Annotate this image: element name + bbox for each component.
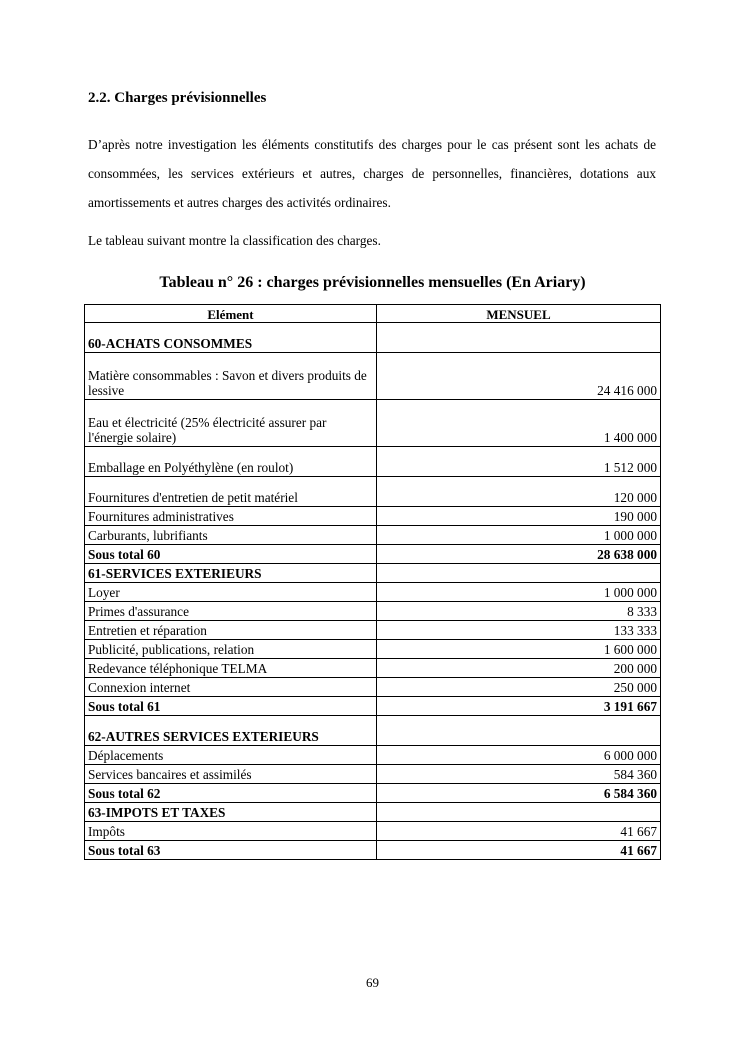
table-row [85,400,661,447]
row-label: Services bancaires et assimilés [85,765,377,784]
table-row [85,507,661,526]
row-label: Matière consommables : Savon et divers produits de lessive [85,353,377,400]
table-row [85,765,661,784]
table-row [85,678,661,697]
row-value: 6 584 360 [377,784,661,803]
section-row-services [85,564,661,583]
subtotal-row [85,841,661,860]
row-value: 41 667 [377,822,661,841]
row-label: Eau et électricité (25% électricité assurer par l'énergie solaire) [85,400,377,447]
row-value: 190 000 [377,507,661,526]
row-value: 584 360 [377,765,661,784]
table-row [85,602,661,621]
row-value: 1 600 000 [377,640,661,659]
row-label: Fournitures d'entretien de petit matériel [85,477,377,507]
row-value: 3 191 667 [377,697,661,716]
subtotal-row [85,697,661,716]
table-row [85,526,661,545]
table-header-row [85,305,661,323]
row-value [377,323,661,353]
row-label: Publicité, publications, relation [85,640,377,659]
section-row-impots [85,803,661,822]
section-row-achats [85,323,661,353]
row-label: Sous total 62 [85,784,377,803]
row-label: Sous total 61 [85,697,377,716]
row-value: 120 000 [377,477,661,507]
row-value: 24 416 000 [377,353,661,400]
row-value: 1 000 000 [377,526,661,545]
row-label: Entretien et réparation [85,621,377,640]
row-value: 41 667 [377,841,661,860]
row-value: 133 333 [377,621,661,640]
row-label: Déplacements [85,746,377,765]
row-label: Fournitures administratives [85,507,377,526]
row-label: 60-ACHATS CONSOMMES [85,323,377,353]
row-label: Loyer [85,583,377,602]
table-row [85,822,661,841]
row-value: 1 512 000 [377,447,661,477]
table-row [85,659,661,678]
section-row-autres-services [85,716,661,746]
row-value: 28 638 000 [377,545,661,564]
table-row [85,477,661,507]
row-label: Redevance téléphonique TELMA [85,659,377,678]
page-number: 69 [366,975,379,990]
row-value [377,564,661,583]
table-intro-paragraph: Le tableau suivant montre la classification des charges. [88,233,381,248]
subtotal-row [85,545,661,564]
row-label: Carburants, lubrifiants [85,526,377,545]
row-label: Sous total 60 [85,545,377,564]
row-value: 250 000 [377,678,661,697]
table-row [85,621,661,640]
row-value: 200 000 [377,659,661,678]
header-mensuel: MENSUEL [377,305,661,323]
row-value: 8 333 [377,602,661,621]
table-row [85,353,661,400]
row-label: Sous total 63 [85,841,377,860]
intro-paragraph: D’après notre investigation les éléments constitutifs des charges pour le cas présent sont les achats de consommées, les services extérieurs et autres, charges de personnelles, financières, dotations aux amortissements et autres charges des activités ordinaires. [88,137,656,210]
charges-table [84,304,661,860]
table-row [85,640,661,659]
row-label: Primes d'assurance [85,602,377,621]
table-caption: Tableau n° 26 : charges prévisionnelles mensuelles (En Ariary) [159,274,586,291]
row-label: Impôts [85,822,377,841]
row-label: Emballage en Polyéthylène (en roulot) [85,447,377,477]
row-label: 62-AUTRES SERVICES EXTERIEURS [85,716,377,746]
table-row [85,447,661,477]
row-value [377,716,661,746]
section-heading: 2.2. Charges prévisionnelles [88,90,267,106]
row-label: 63-IMPOTS ET TAXES [85,803,377,822]
table-row [85,746,661,765]
row-value: 1 400 000 [377,400,661,447]
header-element: Elément [85,305,377,323]
row-value [377,803,661,822]
row-value: 6 000 000 [377,746,661,765]
subtotal-row [85,784,661,803]
row-value: 1 000 000 [377,583,661,602]
row-label: Connexion internet [85,678,377,697]
row-label: 61-SERVICES EXTERIEURS [85,564,377,583]
table-row [85,583,661,602]
